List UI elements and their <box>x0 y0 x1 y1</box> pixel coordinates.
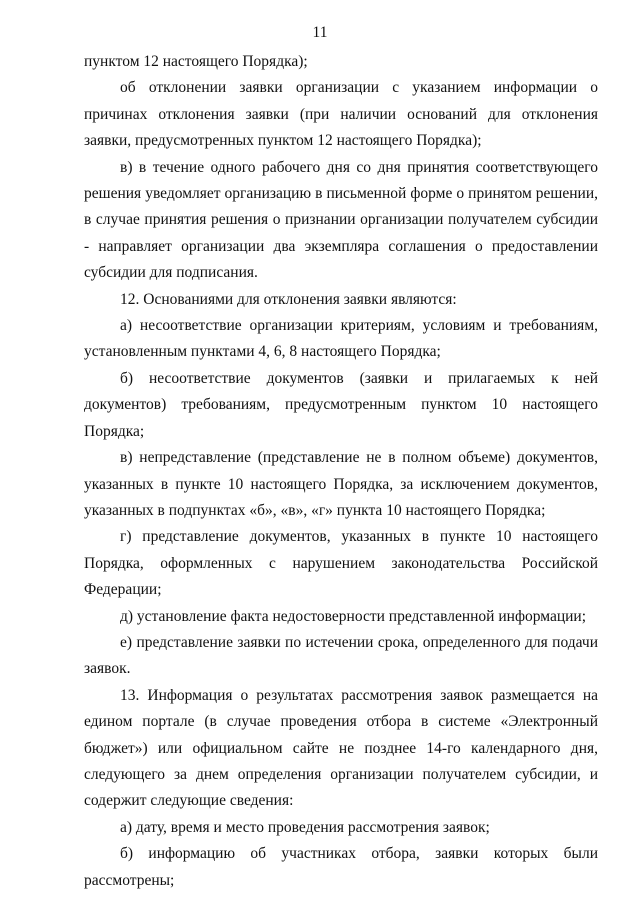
paragraph-12-e: е) представление заявки по истечении срока, определенного для подачи заявок. <box>84 633 598 678</box>
paragraph-item-v-notify: в) в течение одного рабочего дня со дня принятия соответствующего решения уведомляет организацию в письменной форме о принятом решении, в случае принятия решения о признании организации получателем субсидии - направляет организации два экземпляра соглашения о предоставлении субсидии для подписания. <box>84 158 598 282</box>
paragraph-12-d: д) установление факта недостоверности представленной информации; <box>120 607 587 625</box>
paragraph-continuation: пунктом 12 настоящего Порядка); <box>84 53 308 70</box>
paragraph-13-heading: 13. Информация о результатах рассмотрения заявок размещается на едином портале (в случае проведения отбора в системе «Электронный бюджет») или официальном сайте не позднее 14-го календарного дня, следующего за днем определения организации получателем субсидии, и содержит следующие сведения: <box>84 686 598 810</box>
paragraph-12-heading: 12. Основаниями для отклонения заявки являются: <box>120 290 457 308</box>
paragraph-13-b: б) информацию об участниках отбора, заявки которых были рассмотрены; <box>84 845 598 889</box>
paragraph-12-v: в) непредставление (представление не в полном объеме) документов, указанных в пункте 10 настоящего Порядка, за исключением документов, указанных в подпунктах «б», «в», «г» пункта 10 настоящего Порядка; <box>84 449 598 519</box>
document-body <box>84 49 598 894</box>
paragraph-12-b: б) несоответствие документов (заявки и прилагаемых к ней документов) требованиям, предусмотренным пунктом 10 настоящего Порядка; <box>84 369 598 440</box>
page-number: 11 <box>312 24 328 41</box>
paragraph-12-g: г) представление документов, указанных в пункте 10 настоящего Порядка, оформленных с нарушением законодательства Российской Федерации; <box>84 528 598 599</box>
paragraph-12-a: а) несоответствие организации критериям, условиям и требованиям, установленным пунктами 4, 6, 8 настоящего Порядка; <box>84 317 598 361</box>
paragraph-rejection-notice: об отклонении заявки организации с указанием информации о причинах отклонения заявки (при наличии оснований для отклонения заявки, предусмотренных пунктом 12 настоящего Порядка); <box>84 79 598 150</box>
paragraph-13-a: а) дату, время и место проведения рассмотрения заявок; <box>120 818 490 836</box>
